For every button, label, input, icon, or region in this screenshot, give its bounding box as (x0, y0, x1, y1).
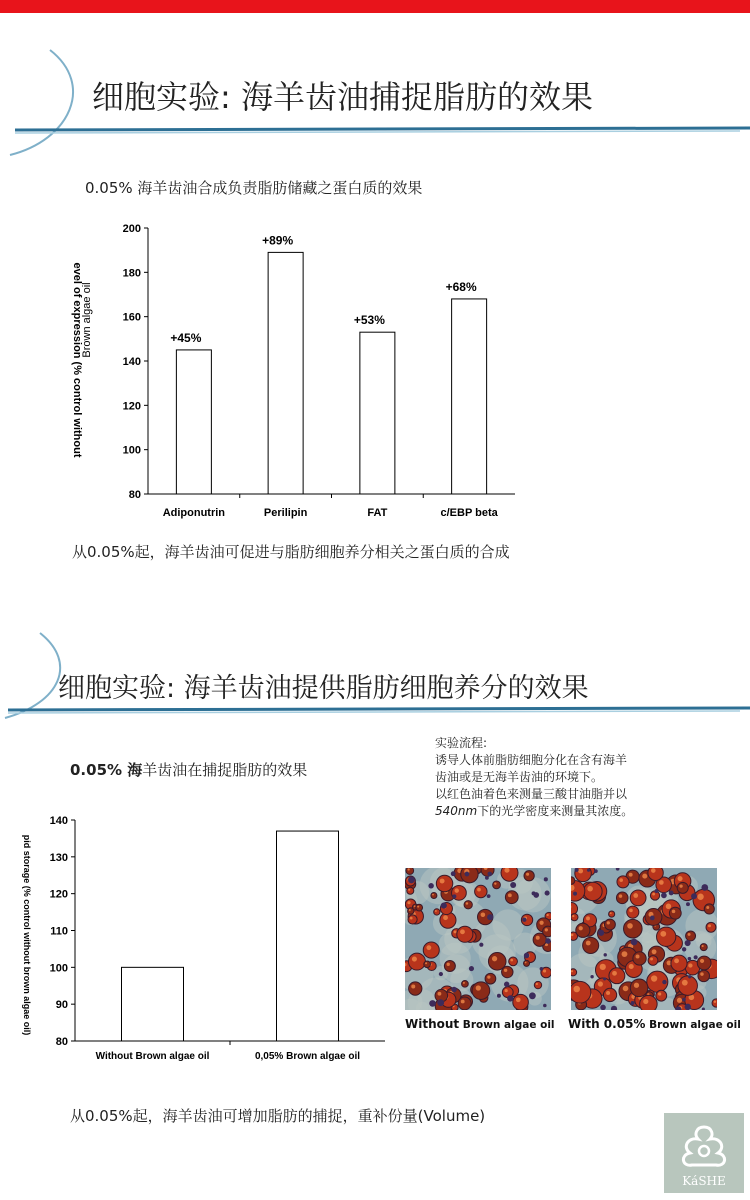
lipid-droplet (501, 868, 518, 881)
lipid-droplet (697, 956, 711, 970)
stained-speck (487, 894, 491, 898)
stained-speck (701, 884, 708, 891)
droplet-highlight (466, 902, 468, 904)
droplet-highlight (700, 959, 704, 963)
droplet-highlight (440, 879, 445, 884)
droplet-highlight (411, 985, 415, 989)
lipid-droplet (543, 926, 551, 937)
lipid-droplet (603, 988, 616, 1001)
droplet-highlight (623, 986, 629, 992)
top-red-bar (0, 0, 750, 13)
x-category-label: Adiponutrin (162, 507, 226, 519)
droplet-highlight (607, 921, 610, 924)
stained-speck (545, 938, 551, 944)
lipid-droplet (409, 982, 422, 995)
stained-speck (631, 939, 638, 946)
tissue-patch (492, 909, 523, 940)
droplet-highlight (629, 964, 634, 969)
lipid-droplet (472, 982, 490, 1000)
stained-speck (469, 966, 474, 971)
droplet-highlight (688, 933, 691, 936)
stained-speck (545, 891, 550, 896)
section1-conclusion: 从0.05%起，海羊齿油可促进与脂肪细胞养分相关之蛋白质的合成 (72, 543, 510, 561)
y-tick-label: 160 (122, 311, 141, 324)
droplet-highlight (642, 874, 647, 879)
lipid-droplet (633, 952, 646, 965)
droplet-highlight (627, 923, 633, 929)
lipid-droplet (571, 877, 575, 885)
stained-speck (465, 872, 470, 877)
droplet-highlight (536, 983, 538, 985)
stained-speck (504, 982, 509, 987)
droplet-highlight (435, 910, 437, 912)
droplet-highlight (606, 991, 610, 995)
droplet-highlight (463, 982, 465, 984)
bar-data-label: +68% (445, 279, 477, 294)
lipid-droplet (624, 919, 643, 938)
lipid-droplet (424, 961, 431, 968)
lipid-droplet (617, 876, 629, 888)
droplet-highlight (443, 915, 448, 920)
stained-speck (533, 892, 539, 898)
stained-speck (544, 877, 548, 881)
lipid-droplet (604, 919, 615, 930)
lipid-droplet (571, 981, 591, 1003)
lipid-droplet (609, 911, 615, 917)
droplet-highlight (688, 963, 692, 967)
droplet-highlight (408, 868, 410, 870)
stained-speck (604, 953, 607, 956)
stained-speck (685, 940, 691, 946)
droplet-highlight (412, 956, 417, 961)
lipid-droplet (671, 955, 687, 971)
lipid-droplet (704, 904, 714, 914)
droplet-highlight (505, 989, 508, 992)
section2-title: 细胞实验: 海羊齿油提供脂肪细胞养分的效果 (58, 673, 589, 704)
stained-speck (600, 1005, 606, 1010)
y-tick-label: 180 (122, 267, 141, 280)
stained-speck (655, 889, 659, 893)
process-line: 诱导人体前脂肪细胞分化在含有海羊 (435, 753, 628, 767)
stained-speck (691, 893, 697, 899)
stained-speck (685, 1004, 692, 1010)
droplet-highlight (678, 876, 683, 881)
droplet-highlight (476, 985, 481, 990)
droplet-highlight (652, 949, 657, 954)
droplet-highlight (658, 992, 661, 995)
stained-speck (631, 1001, 635, 1005)
stained-speck (428, 883, 433, 888)
droplet-highlight (619, 894, 622, 897)
droplet-highlight (547, 914, 549, 916)
droplet-highlight (643, 999, 648, 1004)
lipid-droplet (669, 907, 681, 919)
droplet-highlight (494, 882, 496, 884)
droplet-highlight (545, 928, 548, 931)
lipid-droplet (407, 887, 414, 894)
lipid-droplet (686, 931, 696, 941)
droplet-highlight (447, 963, 450, 966)
stained-speck (497, 994, 501, 998)
droplet-highlight (650, 958, 653, 961)
lipid-droplet (616, 892, 628, 904)
droplet-highlight (708, 924, 711, 927)
y-tick-label: 80 (128, 489, 141, 501)
droplet-highlight (572, 915, 574, 917)
droplet-highlight (455, 888, 459, 892)
y-tick-label: 140 (122, 356, 141, 368)
process-line: 齿油或是无海羊齿油的环境下。 (435, 770, 604, 784)
lipid-droplet (584, 882, 603, 901)
stained-speck (529, 992, 536, 999)
stained-speck (662, 980, 666, 984)
stained-speck (590, 975, 593, 978)
stained-speck (682, 947, 686, 951)
logo-text: KáSHE (682, 1174, 726, 1188)
droplet-highlight (525, 962, 527, 964)
y-tick-label: 100 (49, 962, 68, 975)
droplet-highlight (510, 959, 513, 962)
droplet-highlight (587, 886, 593, 892)
stained-speck (441, 903, 447, 909)
lipid-droplet (640, 995, 657, 1010)
x-category-label: Without Brown algae oil (95, 1051, 210, 1062)
droplet-highlight (659, 880, 664, 885)
y-tick-label: 200 (122, 223, 141, 235)
droplet-highlight (504, 969, 507, 972)
stained-speck (451, 987, 457, 993)
droplet-highlight (425, 962, 427, 964)
process-line: 以红色油着色来测量三酸甘油脂并以 (435, 787, 628, 801)
lipid-droplet (657, 927, 676, 946)
lipid-droplet (524, 960, 530, 966)
stained-speck (510, 882, 516, 888)
droplet-highlight (679, 885, 682, 888)
kashe-logo (664, 1113, 744, 1193)
droplet-highlight (409, 909, 411, 911)
droplet-highlight (682, 980, 688, 986)
droplet-highlight (652, 893, 655, 896)
x-category-label: FAT (367, 507, 388, 519)
stained-speck (598, 930, 604, 936)
lipid-droplet (462, 980, 469, 987)
lipid-droplet (698, 970, 710, 982)
lipid-droplet (434, 909, 440, 915)
photo1-caption: Without Brown algae oil (405, 1017, 555, 1031)
stained-speck (524, 953, 530, 959)
stained-speck (408, 876, 415, 883)
lipid-droplet (648, 868, 663, 881)
droplet-highlight (408, 889, 410, 891)
stained-speck (522, 918, 526, 922)
stained-speck (485, 876, 489, 880)
y-tick-label: 100 (122, 444, 141, 457)
droplet-highlight (407, 901, 410, 904)
droplet-highlight (634, 983, 639, 988)
stained-speck (594, 869, 598, 873)
lipid-droplet (416, 904, 423, 911)
chart1-subtitle: 0.05% 海羊齿油合成负责脂肪储藏之蛋白质的效果 (85, 179, 423, 197)
lipid-droplet (423, 942, 439, 958)
lipid-droplet (534, 981, 541, 988)
lipid-droplet (461, 868, 478, 883)
bar (268, 252, 303, 494)
lipid-droplet (583, 937, 599, 953)
chart2-subtitle-rest: 羊齿油在捕捉脂肪的效果 (142, 761, 308, 779)
stained-speck (451, 871, 456, 876)
chart2-subtitle-bold: 0.05% 海 (70, 761, 143, 779)
y-axis-label: pid storage (% control without brown algae oil) (22, 834, 32, 1036)
droplet-highlight (700, 972, 703, 975)
lipid-droplet (444, 960, 455, 971)
process-line-rest: 下的光学密度来测量其浓度。 (477, 804, 634, 818)
droplet-highlight (622, 951, 628, 957)
section2-conclusion: 从0.05%起，海羊齿油可增加脂肪的捕捉，重补份量(Volume) (70, 1107, 486, 1125)
lipid-droplet (571, 969, 577, 976)
droplet-highlight (536, 936, 540, 940)
lipid-droplet (505, 891, 518, 904)
lipid-droplet (406, 868, 414, 874)
stained-speck (487, 914, 493, 920)
bar (360, 332, 395, 494)
lipid-droplet (408, 953, 425, 970)
stained-speck (540, 967, 544, 971)
stained-speck (688, 975, 691, 978)
stained-speck (682, 998, 686, 1002)
droplet-highlight (516, 997, 521, 1002)
droplet-highlight (410, 917, 413, 920)
droplet-highlight (460, 929, 465, 934)
lipid-droplet (524, 871, 534, 881)
droplet-highlight (619, 878, 623, 882)
lipid-droplet (457, 926, 473, 942)
y-tick-label: 80 (55, 1036, 68, 1048)
stained-speck (437, 999, 444, 1006)
droplet-highlight (461, 1000, 465, 1004)
stained-speck (507, 995, 513, 1001)
droplet-highlight (417, 906, 419, 908)
lipid-droplet (485, 973, 496, 984)
droplet-highlight (677, 998, 682, 1003)
y-axis-label: evel of expression (% control without (71, 262, 83, 458)
stained-speck (487, 872, 492, 877)
photo2-caption: With 0.05% Brown algae oil (568, 1017, 741, 1031)
y-tick-label: 130 (49, 851, 68, 864)
droplet-highlight (414, 905, 416, 907)
droplet-highlight (651, 975, 657, 981)
droplet-highlight (629, 909, 633, 913)
stained-speck (573, 892, 577, 896)
stained-speck (452, 894, 456, 898)
droplet-highlight (477, 888, 481, 892)
microscope-image-without-oil (405, 868, 551, 1010)
droplet-highlight (674, 958, 679, 963)
lipid-droplet (706, 922, 716, 932)
lipid-droplet (678, 976, 697, 995)
lipid-droplet (648, 956, 658, 966)
stained-speck (669, 891, 674, 896)
y-tick-label: 90 (55, 999, 68, 1012)
droplet-highlight (651, 868, 656, 873)
page-title: 细胞实验: 海羊齿油捕捉脂肪的效果 (92, 78, 593, 116)
lipid-droplet (630, 979, 648, 997)
chart1-protein-expression (60, 215, 520, 525)
lipid-droplet (656, 990, 667, 1001)
droplet-highlight (612, 971, 617, 976)
chart2-subtitle (70, 759, 307, 780)
lipid-droplet (431, 893, 437, 899)
droplet-highlight (629, 873, 633, 877)
droplet-highlight (454, 931, 457, 934)
droplet-highlight (432, 894, 434, 896)
process-line (435, 803, 695, 820)
stained-speck (587, 869, 590, 872)
droplet-highlight (578, 868, 583, 873)
droplet-highlight (636, 954, 640, 958)
lipid-droplet (627, 906, 639, 918)
lipid-droplet (475, 885, 487, 897)
lipid-droplet (481, 868, 494, 876)
stained-speck (603, 977, 606, 980)
droplet-highlight (672, 910, 676, 914)
bar (277, 831, 339, 1041)
lipid-droplet (700, 944, 707, 951)
lipid-droplet (509, 957, 518, 966)
droplet-highlight (508, 893, 512, 897)
lipid-droplet (436, 875, 452, 891)
stained-speck (661, 893, 667, 899)
droplet-highlight (426, 945, 431, 950)
stained-speck (694, 955, 698, 959)
lipid-droplet (576, 923, 590, 937)
droplet-highlight (573, 986, 580, 993)
droplet-highlight (571, 970, 573, 972)
droplet-highlight (539, 921, 543, 925)
stained-speck (429, 1000, 436, 1007)
droplet-highlight (487, 975, 490, 978)
lipid-droplet (493, 881, 501, 889)
bar-data-label: +53% (353, 313, 385, 328)
droplet-highlight (526, 873, 529, 876)
x-category-label: 0,05% Brown algae oil (254, 1051, 361, 1062)
process-title: 实验流程: (435, 736, 488, 750)
droplet-highlight (598, 981, 603, 986)
droplet-highlight (610, 912, 612, 914)
stained-speck (650, 916, 655, 921)
stained-speck (688, 957, 692, 961)
y-tick-label: 120 (122, 400, 141, 413)
droplet-highlight (706, 906, 709, 909)
lipid-droplet (464, 901, 472, 909)
bar (176, 350, 211, 494)
lipid-droplet (712, 999, 717, 1007)
droplet-highlight (697, 894, 703, 900)
droplet-highlight (714, 1001, 716, 1003)
lipid-droplet (408, 908, 414, 914)
y-axis-label-line2: Brown algae oil (81, 282, 93, 358)
lipid-droplet (677, 882, 688, 893)
lipid-droplet (609, 968, 625, 984)
y-tick-label: 140 (49, 815, 68, 827)
droplet-highlight (543, 969, 546, 972)
droplet-highlight (702, 945, 704, 947)
stained-speck (686, 902, 690, 906)
cloud-emblem-icon (664, 1113, 744, 1193)
droplet-highlight (666, 904, 671, 909)
lipid-droplet (488, 953, 506, 971)
lipid-droplet (571, 914, 578, 921)
chart2-lipid-storage (15, 805, 395, 1070)
stained-speck (439, 972, 443, 976)
y-tick-label: 110 (50, 925, 68, 938)
droplet-highlight (633, 893, 638, 898)
droplet-highlight (586, 941, 591, 946)
x-category-label: Perilipin (263, 507, 308, 519)
droplet-highlight (438, 992, 442, 996)
stained-speck (543, 1004, 547, 1008)
lipid-droplet (630, 890, 646, 906)
lipid-droplet (458, 997, 471, 1010)
droplet-highlight (481, 912, 486, 917)
bar-data-label: +45% (170, 330, 202, 345)
experiment-process (435, 735, 695, 820)
wavelength: 540nm (435, 804, 478, 818)
x-category-label: c/EBP beta (440, 507, 498, 519)
droplet-highlight (660, 931, 666, 937)
bar (452, 299, 487, 494)
lipid-droplet (408, 915, 417, 924)
droplet-highlight (492, 956, 497, 961)
bar-data-label: +89% (262, 233, 294, 248)
droplet-highlight (579, 926, 583, 930)
stained-speck (479, 943, 483, 947)
bar (122, 967, 184, 1041)
y-tick-label: 120 (49, 888, 68, 901)
microscope-image-with-oil (571, 868, 717, 1010)
lipid-droplet (513, 994, 529, 1010)
droplet-highlight (586, 916, 590, 920)
droplet-highlight (600, 964, 606, 970)
